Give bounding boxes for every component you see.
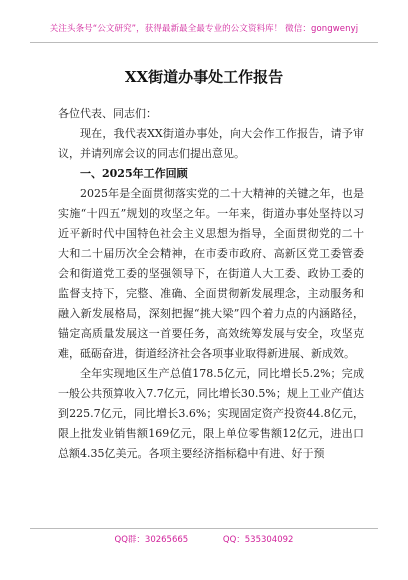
salutation: 各位代表、同志们： xyxy=(58,107,157,120)
document-body xyxy=(58,104,364,464)
footer-qq-group: QQ群：30265665 xyxy=(114,535,189,545)
header-divider xyxy=(30,42,378,43)
body-paragraph-2: 全年实现地区生产总值178.5亿元，同比增长5.2%；完成一般公共预算收入7.7亿元，同比增长30.5%；规上工业产值达到225.7亿元，同比增长3.6%；实现固定资产投资44.8亿元，限上批发业销售额169亿元，限上单位零售额12亿元，进出口总额4.35亿美元。各项主要经济指标稳中有进、好于预 xyxy=(58,367,364,460)
footer-qq: QQ：535304092 xyxy=(222,535,294,545)
document-title: XX街道办事处工作报告 xyxy=(124,68,284,86)
body-paragraph-1: 2025年是全面贯彻落实党的二十大精神的关键之年，也是实施“十四五”规划的攻坚之年。一年来，街道办事处坚持以习近平新时代中国特色社会主义思想为指导，全面贯彻党的二十大和二十届历次全会精神，在市委市政府、高新区党工委管委会和街道党工委的坚强领导下，在街道人大工委、政协工委的监督支持下，完整、准确、全面贯彻新发展理念，主动服务和融入新发展格局，深刻把握“挑大梁”四个着力点的内涵路径，锚定高质量发展这一首要任务，高效统筹发展与安全，攻坚克难，砥砺奋进，街道经济社会各项事业取得新进展、新成效。 xyxy=(58,187,364,360)
footer-divider xyxy=(30,528,378,529)
footer xyxy=(0,533,408,545)
intro-paragraph: 现在，我代表XX街道办事处，向大会作工作报告，请予审议，并请列席会议的同志们提出意见。 xyxy=(58,127,364,160)
section-heading: 一、2025年工作回顾 xyxy=(80,167,188,180)
header-banner: 关注头条号“公文研究”，获得最新最全最专业的公文资料库！ 微信：gongwenyj xyxy=(49,24,359,34)
